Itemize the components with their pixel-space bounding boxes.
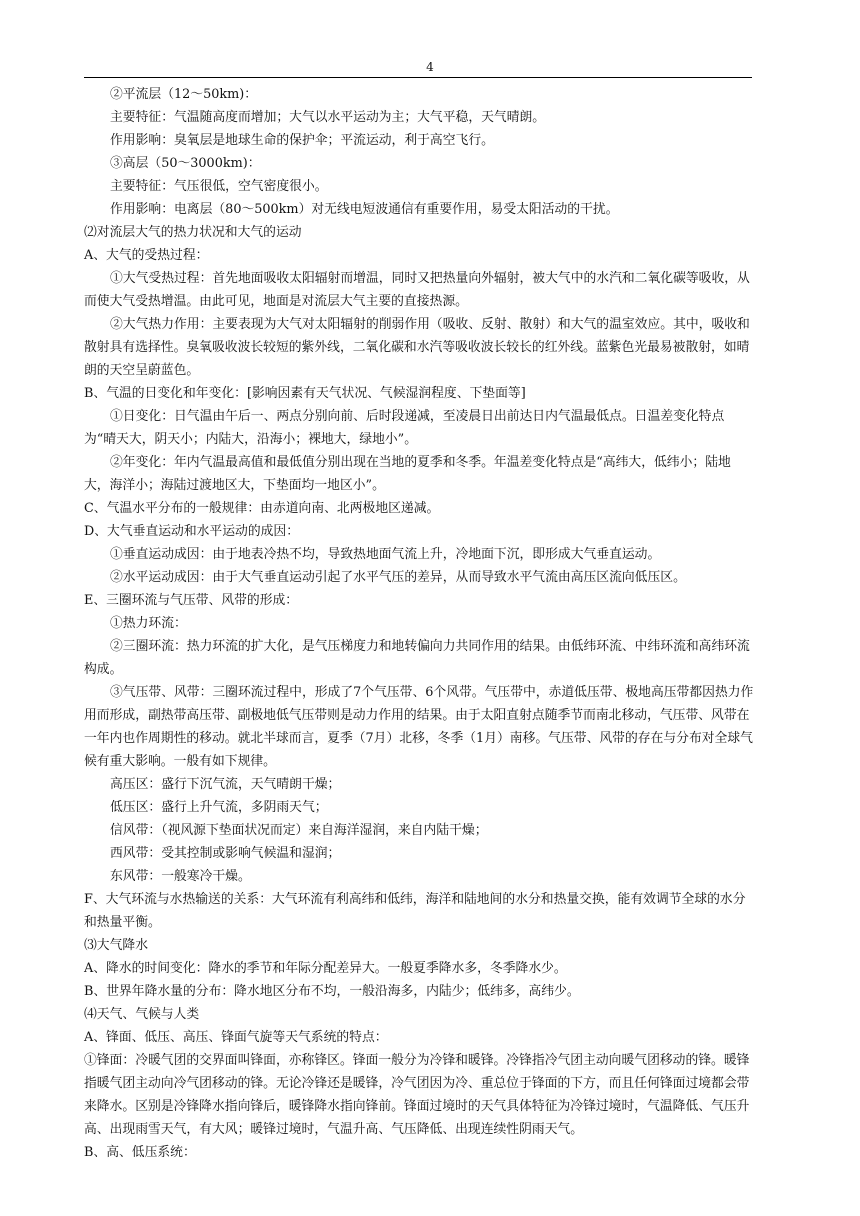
paragraph: ③气压带、风带：三圈环流过程中，形成了7个气压带、6个风带。气压带中，赤道低压带、极地高压带都因热力作用而形成，副热带高压带、副极地低气压带则是动力作用的结果。由于太阳直射点随季节而南北移动，气压带、风带在一年内也作周期性的移动。就北半球而言，夏季（7月）北移，冬季（1月）南移。气压带、风带的存在与分布对全球气候有重大影响。一般有如下规律。 (84, 685, 754, 769)
paragraph: 低压区：盛行上升气流，多阴雨天气； (110, 800, 328, 815)
paragraph: ⑷天气、气候与人类 (84, 1007, 200, 1022)
paragraph: ①热力环流： (110, 616, 187, 631)
paragraph: ②年变化：年内气温最高值和最低值分别出现在当地的夏季和冬季。年温差变化特点是“高纬大，低纬小；陆地大，海洋小；海陆过渡地区大，下垫面均一地区小”。 (84, 455, 731, 493)
paragraph: ②平流层（12～50km)： (110, 87, 258, 102)
document-body (84, 83, 756, 1164)
paragraph: 西风带：受其控制或影响气候温和湿润； (110, 846, 341, 861)
paragraph: 作用影响：臭氧层是地球生命的保护伞；平流运动，利于高空飞行。 (110, 133, 494, 148)
page-number: 4 (426, 60, 434, 74)
paragraph: ①锋面：冷暖气团的交界面叫锋面，亦称锋区。锋面一般分为冷锋和暖锋。冷锋指冷气团主动向暖气团移动的锋。暖锋指暖气团主动向冷气团移动的锋。无论冷锋还是暖锋，冷气团因为冷、重总位于锋面的下方，而且任何锋面过境都会带来降水。区别是冷锋降水指向锋后，暖锋降水指向锋前。锋面过境时的天气具体特征为冷锋过境时，气温降低、气压升高、出现雨雪天气，有大风；暖锋过境时，气温升高、气压降低、出现连续性阴雨天气。 (84, 1053, 750, 1137)
paragraph: ⑶大气降水 (84, 938, 148, 953)
paragraph: ②水平运动成因：由于大气垂直运动引起了水平气压的差异，从而导致水平气流由高压区流向低压区。 (110, 570, 686, 585)
paragraph: ⑵对流层大气的热力状况和大气的运动 (84, 225, 302, 240)
paragraph: B、高、低压系统： (84, 1145, 196, 1160)
paragraph: ①垂直运动成因：由于地表冷热不均，导致热地面气流上升，冷地面下沉，即形成大气垂直运动。 (110, 547, 661, 562)
paragraph: 信风带：（视风源下垫面状况而定）来自海洋湿润，来自内陆干燥； (110, 823, 488, 838)
paragraph: ①日变化：日气温由午后一、两点分别向前、后时段递减，至凌晨日出前达日内气温最低点。日温差变化特点为“晴天大，阴天小；内陆大，沿海小；裸地大，绿地小”。 (84, 409, 725, 447)
paragraph: B、世界年降水量的分布：降水地区分布不均，一般沿海多，内陆少；低纬多，高纬少。 (84, 984, 580, 999)
paragraph: ③高层（50～3000km)： (110, 156, 261, 171)
paragraph: 主要特征：气压很低，空气密度很小。 (110, 179, 328, 194)
paragraph: 高压区：盛行下沉气流，天气晴朗干燥； (110, 777, 341, 792)
paragraph: E、三圈环流与气压带、风带的形成： (84, 593, 299, 608)
paragraph: D、大气垂直运动和水平运动的成因： (84, 524, 300, 539)
paragraph: A、大气的受热过程： (84, 248, 209, 263)
paragraph: F、大气环流与水热输送的关系：大气环流有利高纬和低纬，海洋和陆地间的水分和热量交换，能有效调节全球的水分和热量平衡。 (84, 892, 746, 930)
paragraph: ②大气热力作用：主要表现为大气对太阳辐射的削弱作用（吸收、反射、散射）和大气的温室效应。其中，吸收和散射具有选择性。臭氧吸收波长较短的紫外线，二氧化碳和水汽等吸收波长较长的红外线。蓝紫色光最易被散射，如晴朗的天空呈蔚蓝色。 (84, 317, 750, 378)
paragraph: 东风带：一般寒冷干燥。 (110, 869, 251, 884)
paragraph: A、降水的时间变化：降水的季节和年际分配差异大。一般夏季降水多，冬季降水少。 (84, 961, 567, 976)
paragraph: B、气温的日变化和年变化：[影响因素有天气状况、气候湿润程度、下垫面等] (84, 386, 526, 401)
header-rule (84, 77, 752, 78)
paragraph: C、气温水平分布的一般规律：由赤道向南、北两极地区递减。 (84, 501, 440, 516)
paragraph: ①大气受热过程：首先地面吸收太阳辐射而增温，同时又把热量向外辐射，被大气中的水汽和二氧化碳等吸收，从而使大气受热增温。由此可见，地面是对流层大气主要的直接热源。 (84, 271, 750, 309)
paragraph: ②三圈环流：热力环流的扩大化，是气压梯度力和地转偏向力共同作用的结果。由低纬环流、中纬环流和高纬环流构成。 (84, 639, 750, 677)
paragraph: 作用影响：电离层（80～500km）对无线电短波通信有重要作用，易受太阳活动的干扰。 (110, 202, 619, 217)
paragraph: A、锋面、低压、高压、锋面气旋等天气系统的特点： (84, 1030, 388, 1045)
paragraph: 主要特征：气温随高度而增加；大气以水平运动为主；大气平稳，天气晴朗。 (110, 110, 546, 125)
